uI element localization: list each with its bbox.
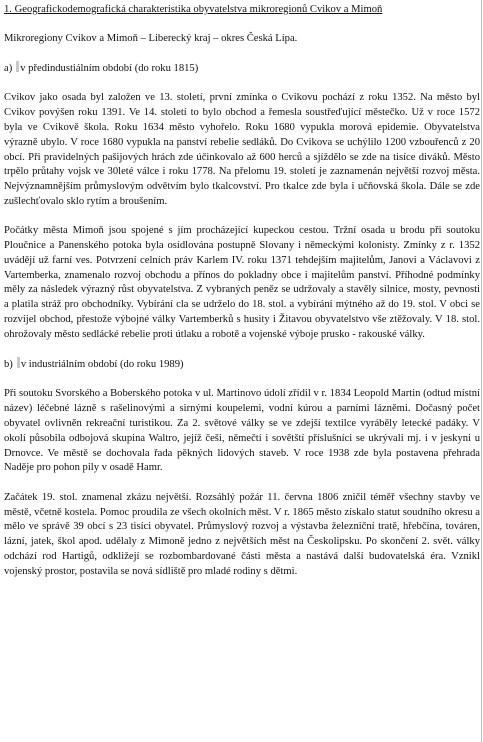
section-a-prefix: a)	[4, 63, 13, 75]
page-edge-divider	[481, 0, 482, 742]
section-b-heading	[4, 357, 480, 373]
text-cursor-marker	[16, 61, 19, 72]
section-b-title: v industriálním období (do roku 1989)	[20, 359, 184, 371]
text-cursor-marker	[17, 357, 20, 368]
region-line: Mikroregiony Cvikov a Mimoň – Liberecký kraj – okres Česká Lípa.	[4, 32, 298, 44]
paragraph-martinovo-udoli: Při soutoku Svorského a Boberského potoka v ul. Martinovo údolí zřídil v r. 1834 Leopold Martin (odtud místní název) léčebné lázně s rašelinovými a sirnými koupelemi, vodní kúrou a parními lázněmi. Dočasný počet obyvatel ovlivněn rekreační turistikou. Za 2. světové války se ve zdejší textilce vyráběly letecké padáky. V okolí působila odbojová skupina Waltro, jejíž češi, němečtí i sovětští příslušníci se ukrývali mj. i v jeskyni u Drnovce. Ve městě se dochovala řada pěkných lidových staveb. V roce 1938 zde byla postavena přehrada Naděje pro pohon pily v osadě Hamr.	[4, 388, 480, 474]
paragraph-mimon-origins: Počátky města Mimoň jsou spojené s jím procházející kupeckou cestou. Tržní osada u brodu při soutoku Ploučnice a Panenského potoka byla osídlována postupně Slovany i německými kolonisty. Zmínky z r. 1352 uvádějí už farní ves. Potvrzení celních práv Karlem IV. roku 1371 tehdejším majitelům, Janovi a Václavovi z Vartemberka, znamenalo rozvoj obchodu a přínos do pokladny obce i majitelům panství. Příhodné podmínky měly za následek výrazný růst obyvatelstva. Z vybraných peněz se udržovaly a stavěly silnice, mosty, pevnosti a platila stráž pro obchodníky. Vybírání cla se udrželo do 18. stol. a vybírání mýtného až do 19. stol. V obci se rozvíjel obchod, přestože výbojné války Vartemberků s husity i Žitavou obyvatelstvo vše ztěžovaly. V 18. stol. ohrožovaly město sedlácké rebelie proti útlaku a robotě a vojenské výboje prusko - rakouské války.	[4, 225, 480, 340]
section-a-heading	[4, 61, 480, 77]
section-b-prefix: b)	[4, 359, 13, 371]
document-title: 1. Geografickodemografická charakteristika obyvatelstva mikroregionů Cvikov a Mimoň	[4, 4, 383, 15]
paragraph-19th-century: Začátek 19. stol. znamenal zkázu největší. Rozsáhlý požár 11. června 1806 zničil téměř všechny stavby ve městě, včetně kostela. Pomoc proudila ze všech okolních měst. V r. 1865 město získalo statut soudního okresu a mělo ve správě 39 obcí s 23 tisíci obyvatel. Průmyslový rozvoj a výstavba železniční tratě, hřebčína, továren, lázní, jatek, škol apod. udělaly z Mimoně jedno z největších měst na Českolipsku. Po skončení 2. svět. války odchází rod Hartigů, odkližejí se rozbombardované části města a nastává další budovatelská éra. Vznikl vojenský prostor, postavila se nová sídliště pro mladé rodiny s dětmi.	[4, 491, 480, 577]
paragraph-cvikov: Cvikov jako osada byl založen ve 13. století, první zmínka o Cvikovu pochází z roku 1352. Na město byl Cvikov povýšen roku 1391. Ve 14. století to bylo obchod a řemesla soustřeďující městečko. Už v roce 1572 byla ve Cvikově škola. Roku 1634 město vyhořelo. Roku 1680 vypukla morová epidemie. Obyvatelstva výrazně ubylo. V roce 1680 vypukla na panství rebelie sedláků. Do Cvikova se uchýlilo 1200 vzbouřenců z 20 obcí. Při pravidelných pašijových hrách zde účinkovalo až 600 herců a sjíždělo se zde na tisíce diváků. Město trpělo průtahy vojsk ve 30leté válce i roku 1778. Na přelomu 19. století je zaznamenán největší rozvoj města. Nejvýznamnějším průmyslovým odvětvím bylo tkalcovství. Pro tkalce zde byla i učňovská škola. Dále se zde zušlechťovalo sklo rytím a broušením.	[4, 92, 480, 207]
section-a-title: v předindustiálním období (do roku 1815)	[20, 63, 199, 75]
